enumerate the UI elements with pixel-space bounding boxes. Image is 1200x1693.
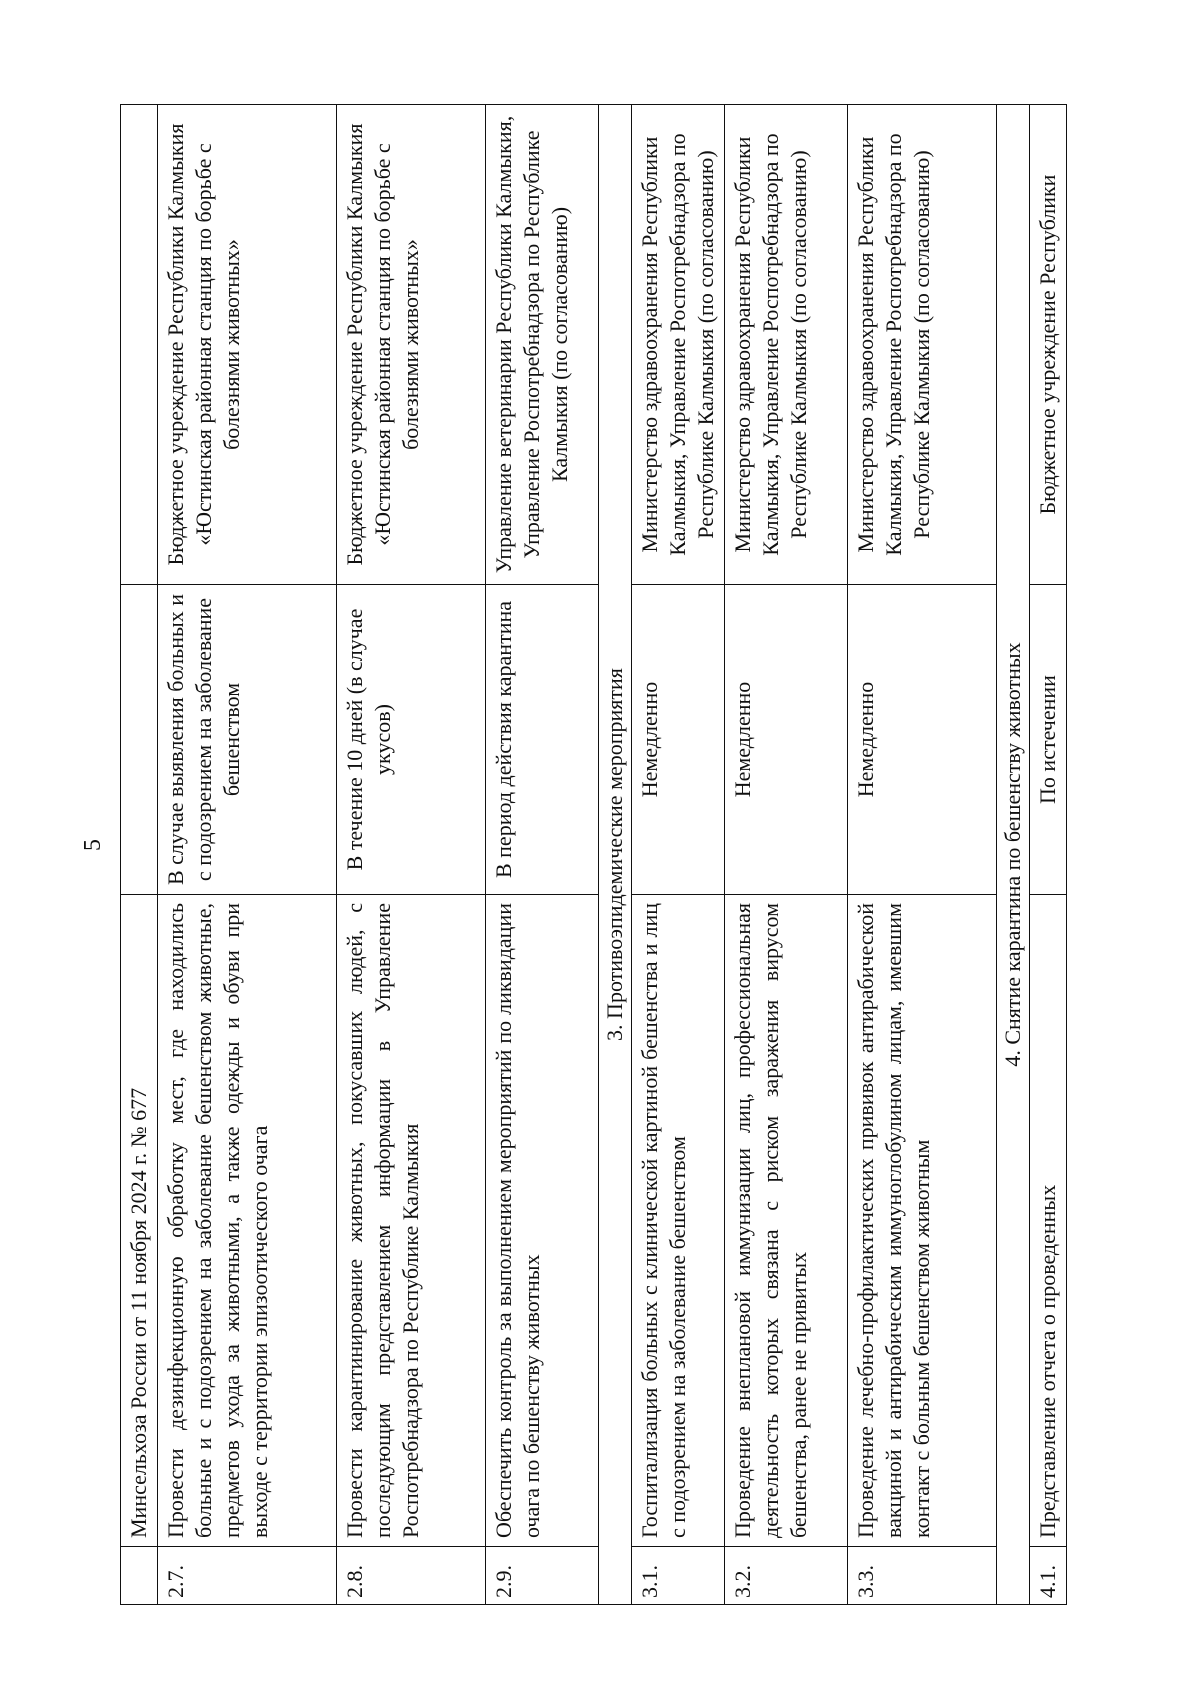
row-number: 2.7. [158,1547,337,1605]
table-row-2-9 [486,105,599,1605]
row-number: 4.1. [1030,1547,1067,1605]
row-action: Проведение лечебно-профилактических прививок антирабической вакциной и антирабическим иммуноглобулином лицам, имевшим контакт с больным бешенством животным [848,895,997,1547]
table-row-3-3 [848,105,997,1605]
table-row-3-2 [725,105,848,1605]
row-responsible: Управление ветеринарии Республики Калмыкия, Управление Роспотребнадзора по Республике Калмыкия (по согласованию) [486,105,599,585]
row-when: Немедленно [848,585,997,895]
row-responsible: Министерство здравоохранения Республики Калмыкия, Управление Роспотребнадзора по Республике Калмыкия (по согласованию) [848,105,997,585]
section-heading: 4. Снятие карантина по бешенству животных [997,105,1030,1605]
row-when: В период действия карантина [486,585,599,895]
row-number: 3.3. [848,1547,997,1605]
row-when: В течение 10 дней (в случае укусов) [337,585,486,895]
row-when: Немедленно [725,585,848,895]
row-action: Госпитализация больных с клинической картиной бешенства и лиц с подозрением на заболевание бешенством [632,895,725,1547]
row-when [121,585,158,895]
row-responsible: Бюджетное учреждение Республики Калмыкия «Юстинская районная станция по борьбе с болезнями животных» [337,105,486,585]
row-responsible: Бюджетное учреждение Республики Калмыкия «Юстинская районная станция по борьбе с болезнями животных» [158,105,337,585]
table-row-3-1 [632,105,725,1605]
row-action: Провести дезинфекционную обработку мест, где находились больные и с подозрением на заболевание бешенством животные, предметов ухода за животными, а также одежды и обуви при выходе с территории эпизоотического очага [158,895,337,1547]
table-row-continuation [121,105,158,1605]
page-number: 5 [80,839,106,851]
row-action: Представление отчета о проведенных [1030,895,1067,1547]
row-when: По истечении [1030,585,1067,895]
table-row-4-1 [1030,105,1067,1605]
row-action: Обеспечить контроль за выполнением мероприятий по ликвидации очага по бешенству животных [486,895,599,1547]
row-number: 2.8. [337,1547,486,1605]
section-heading: 3. Противоэпидемические мероприятия [599,105,632,1605]
row-number: 2.9. [486,1547,599,1605]
row-action: Минсельхоза России от 11 ноября 2024 г. № 677 [121,895,158,1547]
row-responsible: Бюджетное учреждение Республики [1030,105,1067,585]
row-action: Проведение внеплановой иммунизации лиц, профессиональная деятельность которых связана с риском заражения вирусом бешенства, ранее не привитых [725,895,848,1547]
section-heading-row [997,105,1030,1605]
section-heading-row [599,105,632,1605]
row-responsible: Министерство здравоохранения Республики Калмыкия, Управление Роспотребнадзора по Республике Калмыкия (по согласованию) [632,105,725,585]
rotated-table-container [120,105,1095,1605]
measures-table [120,104,1067,1605]
row-responsible [121,105,158,585]
table-row-2-8 [337,105,486,1605]
row-responsible: Министерство здравоохранения Республики Калмыкия, Управление Роспотребнадзора по Республике Калмыкия (по согласованию) [725,105,848,585]
row-number: 3.1. [632,1547,725,1605]
row-action: Провести карантинирование животных, покусавших людей, с последующим представлением информации в Управление Роспотребнадзора по Республике Калмыкия [337,895,486,1547]
row-number [121,1547,158,1605]
row-number: 3.2. [725,1547,848,1605]
table-row-2-7 [158,105,337,1605]
row-when: В случае выявления больных и с подозрением на заболевание бешенством [158,585,337,895]
row-when: Немедленно [632,585,725,895]
